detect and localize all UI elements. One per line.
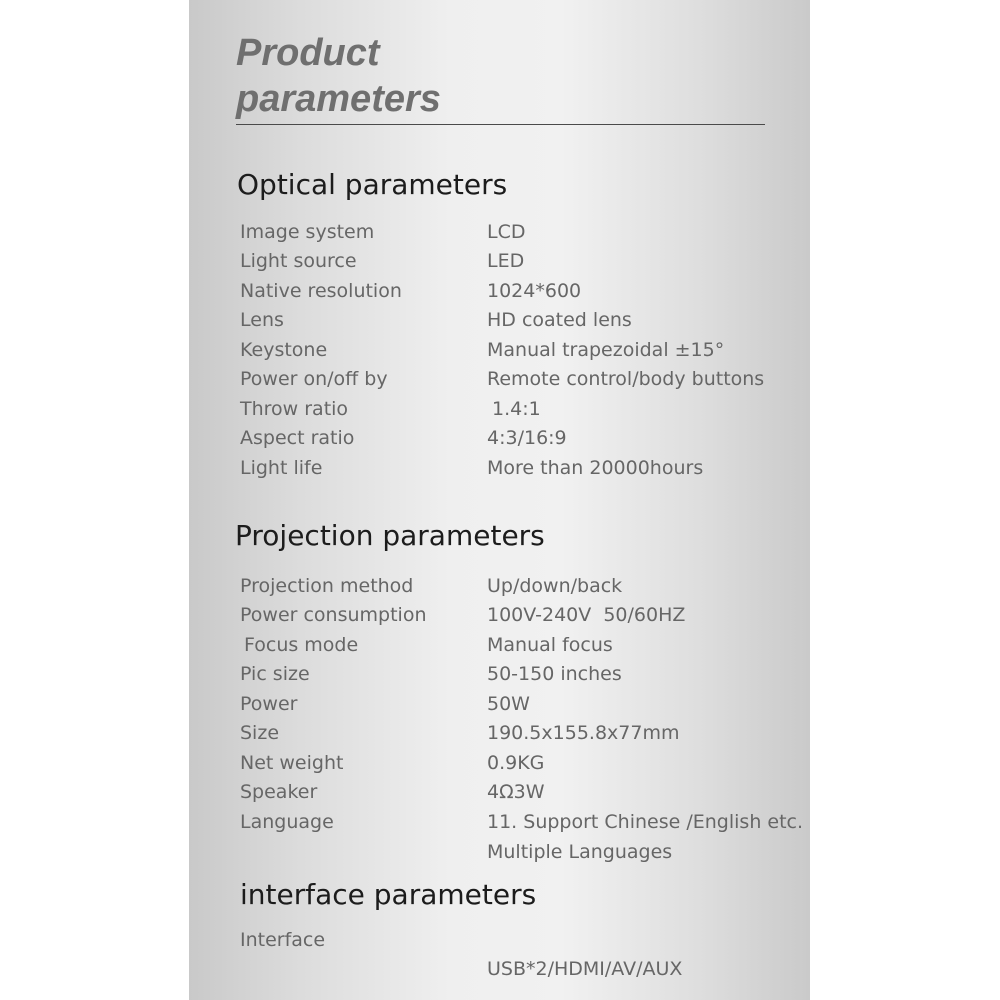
spec-row [0,601,1000,629]
spec-value: 0.9KG [487,752,545,774]
page-title-line-2: parameters [236,78,441,120]
spec-value: HD coated lens [487,309,632,331]
spec-row [0,306,1000,334]
spec-label: Focus mode [244,634,359,656]
spec-row [0,218,1000,246]
spec-label: Speaker [240,781,318,803]
page-title [236,30,441,122]
spec-label: Size [240,722,280,744]
spec-row [0,631,1000,659]
spec-label: Pic size [240,663,310,685]
spec-label: Net weight [240,752,344,774]
spec-label: Keystone [240,339,328,361]
page-title-line-1: Product [236,32,380,74]
spec-value: 100V-240V 50/60HZ [487,604,686,626]
spec-row [0,424,1000,452]
spec-row [0,454,1000,482]
spec-row [0,365,1000,393]
section-heading-optical: Optical parameters [237,168,508,201]
spec-label: Image system [240,221,375,243]
spec-row [0,247,1000,275]
spec-row [0,719,1000,747]
spec-row [0,336,1000,364]
spec-label: Power [240,693,298,715]
section-heading-interface: interface parameters [240,878,537,911]
spec-value: Multiple Languages [487,841,673,863]
spec-value: Remote control/body buttons [487,368,765,390]
spec-value: USB*2/HDMI/AV/AUX [487,958,683,980]
spec-value: 4:3/16:9 [487,427,567,449]
spec-value: LED [487,250,525,272]
section-heading-projection: Projection parameters [235,519,545,552]
spec-label: Power on/off by [240,368,388,390]
spec-row [0,572,1000,600]
spec-label: Light source [240,250,357,272]
spec-value: Manual focus [487,634,613,656]
spec-row [0,838,1000,866]
spec-label: Lens [240,309,284,331]
spec-row [0,808,1000,836]
spec-value: 190.5x155.8x77mm [487,722,680,744]
spec-label: Native resolution [240,280,402,302]
spec-row [0,660,1000,688]
spec-label: Power consumption [240,604,427,626]
spec-value: LCD [487,221,526,243]
spec-label: Language [240,811,334,833]
spec-value: Manual trapezoidal ±15° [487,339,725,361]
spec-value: 11. Support Chinese /English etc. [487,811,804,833]
spec-label: Interface [240,929,326,951]
title-underline [236,124,765,125]
spec-value: More than 20000hours [487,457,704,479]
spec-row [0,395,1000,423]
spec-label: Throw ratio [240,398,349,420]
spec-value: 4Ω3W [487,781,545,803]
spec-row [0,690,1000,718]
spec-value: Up/down/back [487,575,623,597]
spec-value: 50-150 inches [487,663,622,685]
spec-value: 50W [487,693,530,715]
spec-label: Projection method [240,575,414,597]
spec-value: 1.4:1 [492,398,541,420]
spec-row [0,749,1000,777]
spec-row [0,778,1000,806]
spec-label: Light life [240,457,323,479]
spec-row [0,277,1000,305]
spec-value: 1024*600 [487,280,582,302]
spec-label: Aspect ratio [240,427,355,449]
